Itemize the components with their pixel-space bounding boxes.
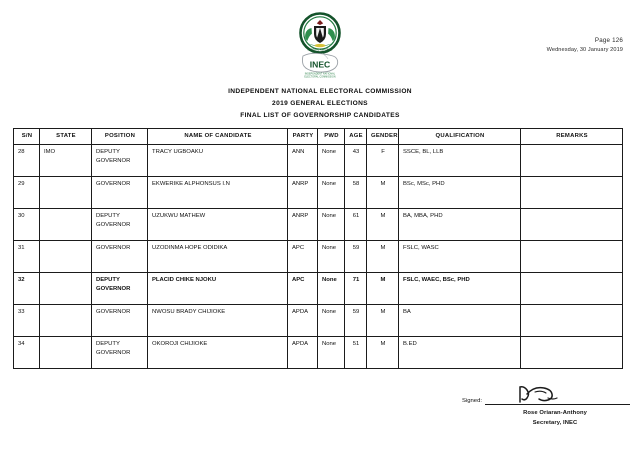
column-header-party: PARTY [288,129,318,145]
cell-age: 43 [345,145,367,177]
cell-candidate-name: UZODINMA HOPE ODIDIKA [148,241,288,273]
cell-party: APDA [288,305,318,337]
cell-pwd: None [318,241,345,273]
logo-wordmark: INEC [309,59,331,70]
cell-gender: M [367,209,399,241]
cell-remarks [521,273,623,305]
column-header-gender: GENDER [367,129,399,145]
cell-gender: F [367,145,399,177]
signed-label: Signed: [462,398,482,404]
column-header-remarks: REMARKS [521,129,623,145]
cell-pwd: None [318,145,345,177]
table-row [14,273,623,305]
cell-age: 59 [345,241,367,273]
cell-sn: 28 [14,145,40,177]
page-number: Page 126 [594,37,623,44]
table-row [14,305,623,337]
cell-party: ANRP [288,209,318,241]
cell-sn: 32 [14,273,40,305]
handwritten-signature-icon [515,384,561,404]
cell-state [40,209,92,241]
candidates-table-body [14,145,623,369]
cell-gender: M [367,177,399,209]
column-header-qualification: QUALIFICATION [399,129,521,145]
title-line-commission: INDEPENDENT NATIONAL ELECTORAL COMMISSION [228,88,412,95]
table-row [14,145,623,177]
column-header-state: STATE [40,129,92,145]
column-header-sn: S/N [14,129,40,145]
cell-age: 58 [345,177,367,209]
cell-remarks [521,145,623,177]
cell-remarks [521,305,623,337]
cell-state [40,177,92,209]
cell-state: IMO [40,145,92,177]
cell-qualification: FSLC, WAEC, BSc, PHD [399,273,521,305]
cell-state [40,273,92,305]
cell-party: ANRP [288,177,318,209]
column-header-pwd: PWD [318,129,345,145]
inec-coat-of-arms-logo [289,12,351,80]
column-header-age: AGE [345,129,367,145]
cell-qualification: FSLC, WASC [399,241,521,273]
cell-party: ANN [288,145,318,177]
cell-age: 51 [345,337,367,369]
table-row [14,209,623,241]
cell-remarks [521,241,623,273]
table-row [14,241,623,273]
svg-text:FEDERAL REPUBLIC: FEDERAL REPUBLIC [307,48,333,52]
signatory-name: Rose Oriaran-Anthony [523,410,587,416]
cell-candidate-name: NWOSU BRADY CHIJIOKE [148,305,288,337]
cell-pwd: None [318,209,345,241]
column-header-name: NAME OF CANDIDATE [148,129,288,145]
cell-position: GOVERNOR [92,241,148,273]
cell-position: DEPUTY GOVERNOR [92,209,148,241]
page-date: Wednesday, 30 January 2019 [546,46,623,53]
cell-sn: 34 [14,337,40,369]
table-row [14,177,623,209]
cell-gender: M [367,273,399,305]
title-line-list: FINAL LIST OF GOVERNORSHIP CANDIDATES [240,112,400,120]
cell-party: APC [288,273,318,305]
cell-sn: 29 [14,177,40,209]
signatory-info [462,408,630,428]
cell-qualification: B.ED [399,337,521,369]
table-row [14,337,623,369]
signature-block [462,398,630,428]
title-line-elections: 2019 GENERAL ELECTIONS [272,100,368,108]
cell-position: DEPUTY GOVERNOR [92,145,148,177]
cell-pwd: None [318,273,345,305]
table-header-row [14,129,623,145]
cell-gender: M [367,337,399,369]
cell-position: DEPUTY GOVERNOR [92,273,148,305]
cell-position: DEPUTY GOVERNOR [92,337,148,369]
cell-state [40,241,92,273]
cell-party: APC [288,241,318,273]
cell-qualification: BSc, MSc, PHD [399,177,521,209]
cell-age: 71 [345,273,367,305]
candidates-table [13,128,623,369]
cell-candidate-name: OKOROJI CHIJIOKE [148,337,288,369]
cell-position: GOVERNOR [92,305,148,337]
cell-qualification: BA, MBA, PHD [399,209,521,241]
logo-container [0,12,640,80]
cell-candidate-name: TRACY UGBOAKU [148,145,288,177]
cell-remarks [521,337,623,369]
cell-sn: 30 [14,209,40,241]
column-header-position: POSITION [92,129,148,145]
cell-remarks [521,209,623,241]
cell-gender: M [367,241,399,273]
candidates-table-container [13,128,623,369]
cell-age: 59 [345,305,367,337]
cell-state [40,305,92,337]
svg-text:INDEPENDENT NATIONAL: INDEPENDENT NATIONAL [304,73,336,76]
cell-qualification: SSCE, BL, LLB [399,145,521,177]
cell-state [40,337,92,369]
document-title-block [0,86,640,123]
cell-candidate-name: EKWERIKE ALPHONSUS I.N [148,177,288,209]
cell-pwd: None [318,177,345,209]
cell-qualification: BA [399,305,521,337]
cell-sn: 31 [14,241,40,273]
cell-gender: M [367,305,399,337]
cell-pwd: None [318,337,345,369]
cell-age: 61 [345,209,367,241]
cell-sn: 33 [14,305,40,337]
cell-position: GOVERNOR [92,177,148,209]
cell-party: APDA [288,337,318,369]
cell-candidate-name: UZUKWU MATHEW [148,209,288,241]
cell-remarks [521,177,623,209]
signatory-title: Secretary, INEC [532,420,578,427]
cell-candidate-name: PLACID CHIKE NJOKU [148,273,288,305]
cell-pwd: None [318,305,345,337]
signature-line [485,404,630,405]
svg-text:ELECTORAL COMMISSION: ELECTORAL COMMISSION [304,76,336,79]
